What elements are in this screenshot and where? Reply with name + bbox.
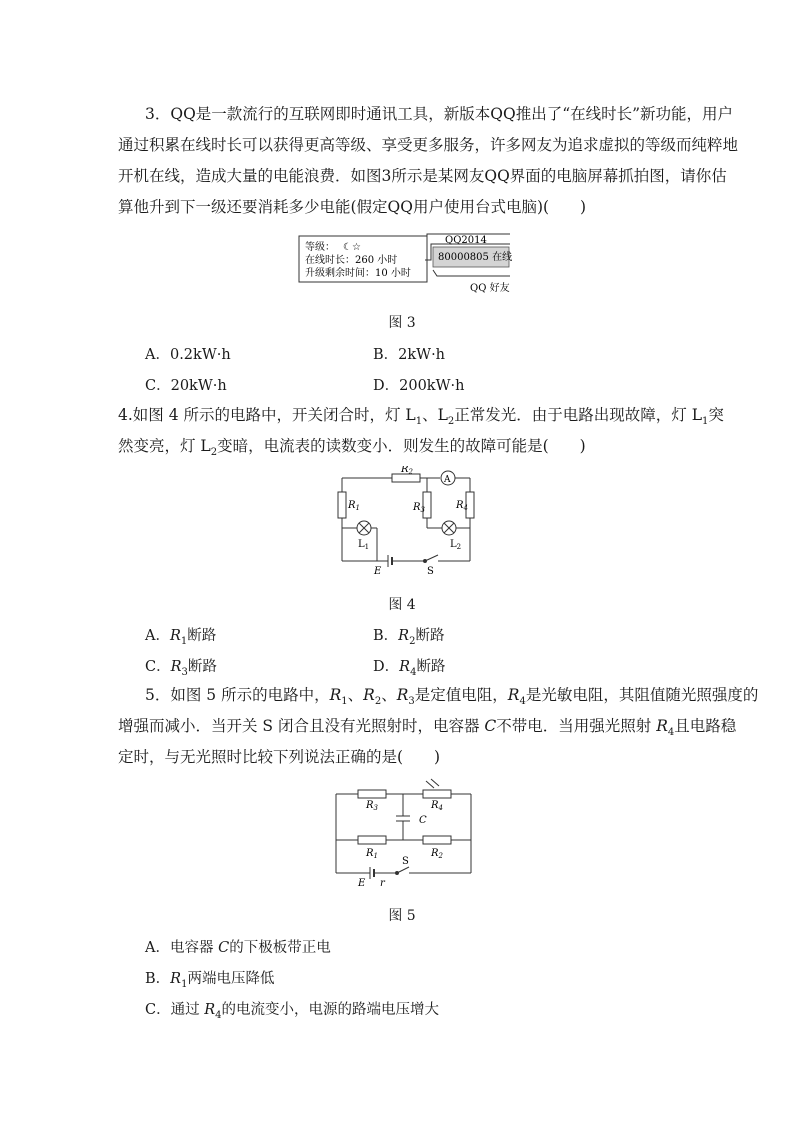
q4-text: 、L <box>422 406 448 424</box>
figure-4-caption: 图 4 <box>388 597 416 613</box>
label-r1: $R_1$ <box>366 848 378 860</box>
level-label: 等级： <box>305 242 335 253</box>
label-s: S <box>427 566 434 576</box>
q3-option-d: D．200kW·h <box>373 378 465 394</box>
label-r4: $R_4$ <box>431 800 443 812</box>
q5-line-2: 增强而减小．当开关 S 闭合且没有光照射时，电容器 C不带电．当用强光照射 $R_4$且电路稳 <box>118 717 737 739</box>
label-r1: $R_1$ <box>348 500 360 512</box>
r1-resistor <box>338 492 346 518</box>
q4-text: 正常发光．由于电路出现故障，灯 L <box>454 406 703 424</box>
label-r-internal: r <box>380 878 385 888</box>
sub: 2 <box>210 447 218 459</box>
remaining-time-text: 升级剩余时间：10 小时 <box>305 268 411 279</box>
q3-option-a: A．0.2kW·h <box>145 347 231 363</box>
q4-line-1 <box>118 405 724 432</box>
r2-resistor <box>423 836 451 844</box>
label-e: E <box>374 566 382 576</box>
q4-text: 变暗，电流表的读数变小．则发生的故障可能是( ) <box>217 437 586 455</box>
label-ammeter: A <box>444 475 451 485</box>
online-time-text: 在线时长：260 小时 <box>305 255 398 266</box>
figure-5-caption: 图 5 <box>388 908 416 924</box>
q4-option-a: A．$R_1$断路 <box>145 628 217 647</box>
q5-line-1: 5．如图 5 所示的电路中，$R_1$、$R_2$、$R_3$是定值电阻，$R_4$是光敏电阻，其阻值随光照强度的 <box>145 686 759 708</box>
q4-text: 然变亮，灯 L <box>118 437 211 455</box>
q4-option-b: B．$R_2$断路 <box>373 628 445 647</box>
q3-option-c: C．20kW·h <box>145 378 227 394</box>
label-r3: $R_3$ <box>413 502 425 514</box>
qq-title: QQ2014 <box>445 235 487 246</box>
label-e: E <box>358 878 366 888</box>
label-r3: $R_3$ <box>366 800 378 812</box>
qq-friend-text: QQ 好友 <box>470 283 510 294</box>
q3-line-1: 3．QQ是一款流行的互联网即时通讯工具，新版本QQ推出了“在线时长”新功能，用户 <box>145 105 734 123</box>
r3-resistor <box>358 790 386 798</box>
label-s: S <box>402 856 409 867</box>
q3-line-4: 算他升到下一级还要消耗多少电能(假定QQ用户使用台式电脑)( ) <box>118 198 587 216</box>
q5-line-3: 定时，与无光照时比较下列说法正确的是( ) <box>118 748 441 766</box>
sub: 1 <box>415 416 423 428</box>
label-r2: $R_2$ <box>401 466 413 476</box>
r4-photoresistor <box>423 790 451 798</box>
q5-option-a: A．电容器 C的下极板带正电 <box>145 940 331 956</box>
q3-option-b: B．2kW·h <box>373 347 446 363</box>
q4-text: 4.如图 4 所示的电路中，开关闭合时，灯 L <box>118 406 416 424</box>
figure-5-circuit <box>328 778 478 888</box>
q5-option-c: C．通过 $R_4$的电流变小，电源的路端电压增大 <box>145 1002 440 1021</box>
figure-4-circuit <box>330 466 480 576</box>
label-r2: $R_2$ <box>431 848 443 860</box>
sub: 2 <box>447 416 455 428</box>
level-moon-star-icon: ☾☆ <box>343 242 361 253</box>
q3-line-2: 通过积累在线时长可以获得更高等级、享受更多服务，许多网友为追求虚拟的等级而纯粹地 <box>118 136 739 154</box>
r1-resistor <box>358 836 386 844</box>
q3-line-3: 开机在线，造成大量的电能浪费．如图3所示是某网友QQ界面的电脑屏幕抓拍图，请你估 <box>118 167 727 185</box>
label-r4: $R_4$ <box>456 500 468 512</box>
r3-resistor <box>423 492 431 518</box>
label-l2: $L_2$ <box>450 539 462 551</box>
r2-resistor <box>392 474 420 482</box>
sub: 1 <box>702 416 709 428</box>
q4-text: 突 <box>708 406 724 424</box>
q4-option-c: C．$R_3$断路 <box>145 659 217 678</box>
q5-option-b: B．$R_1$两端电压降低 <box>145 971 275 990</box>
q4-option-d: D．$R_4$断路 <box>373 659 446 678</box>
figure-3-caption: 图 3 <box>388 315 416 331</box>
label-c: C <box>419 815 427 826</box>
qq-online-text: 80000805 在线 <box>438 252 513 263</box>
label-l1: $L_1$ <box>358 539 370 551</box>
q4-line-2 <box>118 436 586 463</box>
figure-3-qq-screenshot <box>295 228 520 298</box>
